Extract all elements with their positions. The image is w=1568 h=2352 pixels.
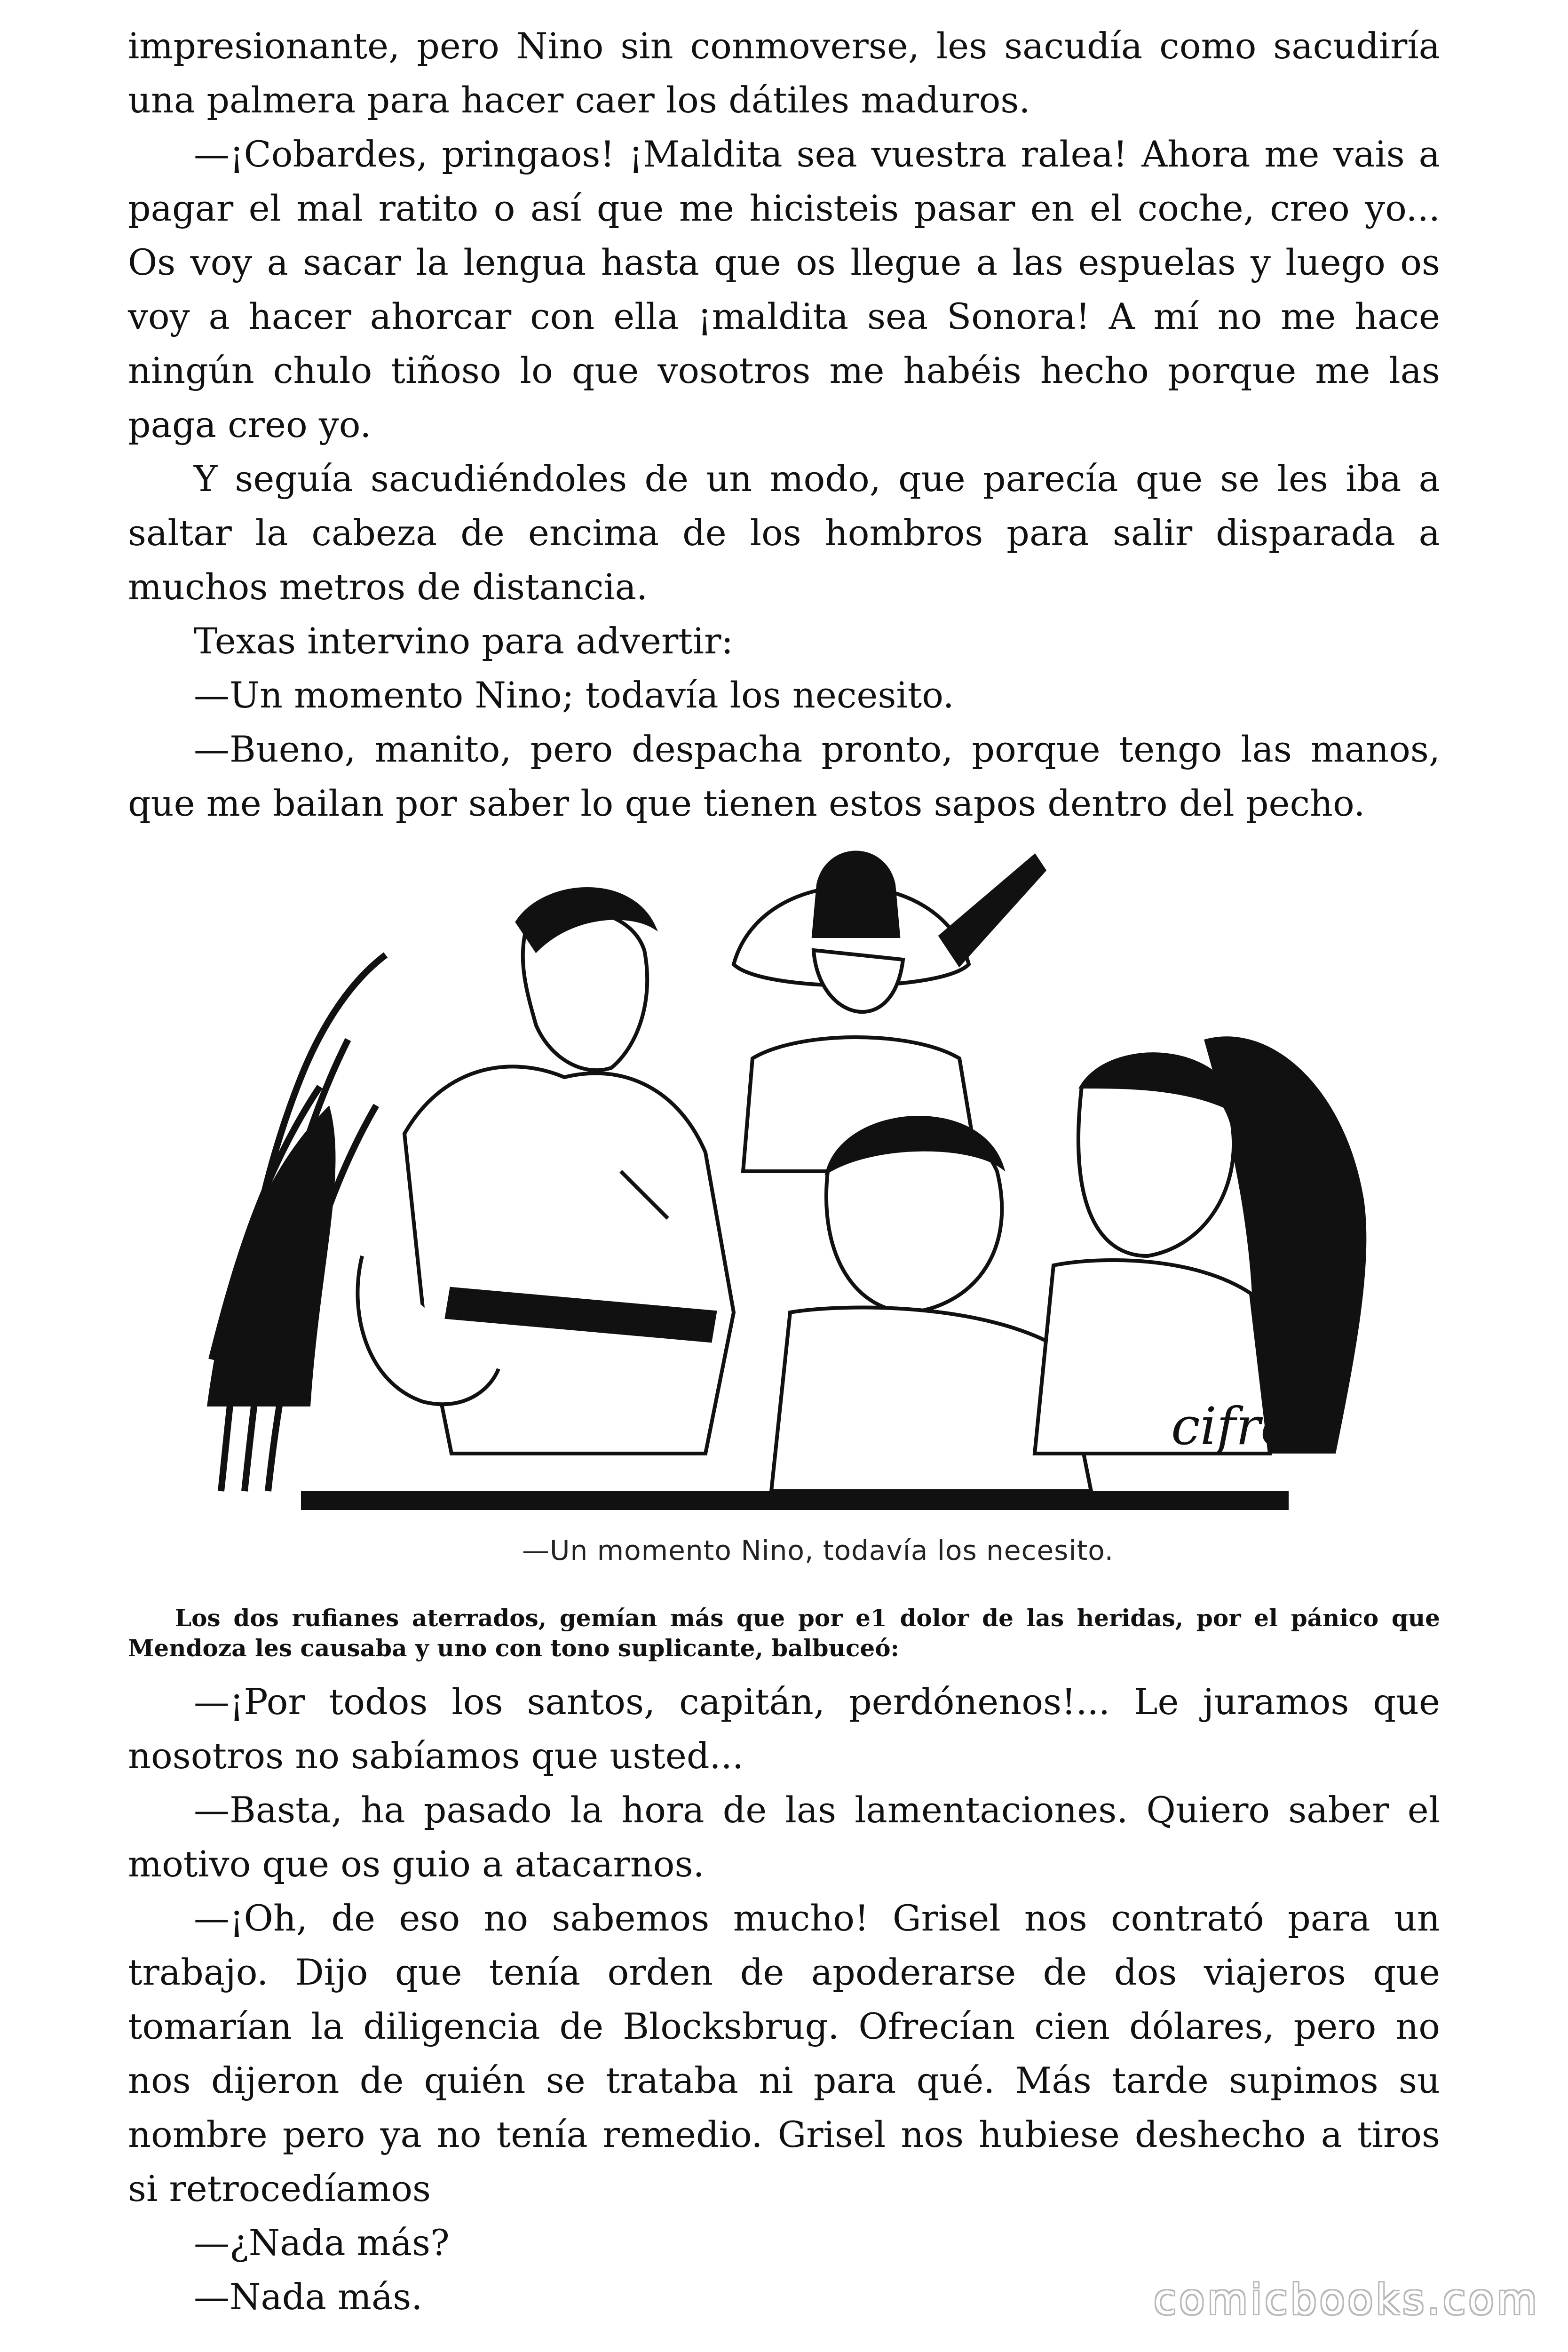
paragraph: Y seguía sacudiéndoles de un modo, que parecía que se les iba a saltar la cabeza de encima de los hombros para salir disparada a muchos metros de distancia.: [128, 458, 1440, 608]
artist-signature: cifré: [1171, 1396, 1291, 1456]
figure-left-man: [357, 889, 734, 1454]
bold-caption: Los dos rufianes aterrados, gemían más que por e1 dolor de las heridas, por el pánico que Mendoza les causaba y uno con tono suplicante, balbuceó:: [128, 1604, 1440, 1662]
text-block-top: [128, 19, 1440, 830]
paragraph: —Bueno, manito, pero despacha pronto, porque tengo las manos, que me bailan por saber lo que tienen estos sapos dentro del pecho.: [128, 728, 1440, 824]
paragraph: —Nada más.: [194, 2276, 423, 2318]
paragraph: Texas intervino para advertir:: [194, 620, 734, 662]
text-block-bottom: [128, 1675, 1440, 2324]
ground-shading: [301, 1491, 1289, 1510]
illustration-caption: —Un momento Nino, todavía los necesito.: [522, 1534, 1114, 1566]
illustration-image: [207, 842, 1373, 1529]
watermark-logo: comicbooks.com: [1153, 2275, 1540, 2324]
paragraph: —Basta, ha pasado la hora de las lamentaciones. Quiero saber el motivo que os guio a atacarnos.: [128, 1789, 1440, 1885]
paragraph: impresionante, pero Nino sin conmoverse, les sacudía como sacudiría una palmera para hacer caer los dátiles maduros.: [128, 25, 1440, 121]
paragraph: —Un momento Nino; todavía los necesito.: [194, 674, 954, 716]
paragraph: —¡Por todos los santos, capitán, perdónenos!... Le juramos que nosotros no sabíamos que usted...: [128, 1681, 1440, 1777]
foliage-left-mass: [207, 1105, 335, 1406]
paragraph: —¡Cobardes, pringaos! ¡Maldita sea vuestra ralea! Ahora me vais a pagar el mal ratito o así que me hicisteis pasar en el coche, creo yo... Os voy a sacar la lengua hasta que os llegue a las espuelas y luego os voy a hacer ahorcar con ella ¡maldita sea Sonora! A mí no me hace ningún chulo tiñoso lo que vosotros me habéis hecho porque me las paga creo yo.: [128, 133, 1440, 445]
paragraph: —¿Nada más?: [194, 2222, 450, 2264]
paragraph: —¡Oh, de eso no sabemos mucho! Grisel nos contrató para un trabajo. Dijo que tenía orden de apoderarse de dos viajeros que tomarían la diligencia de Blocksbrug. Ofrecían cien dólares, pero no nos dijeron de quién se trataba ni para qué. Más tarde supimos su nombre pero ya no tenía remedio. Grisel nos hubiese deshecho a tiros si retrocedíamos: [128, 1897, 1440, 2209]
